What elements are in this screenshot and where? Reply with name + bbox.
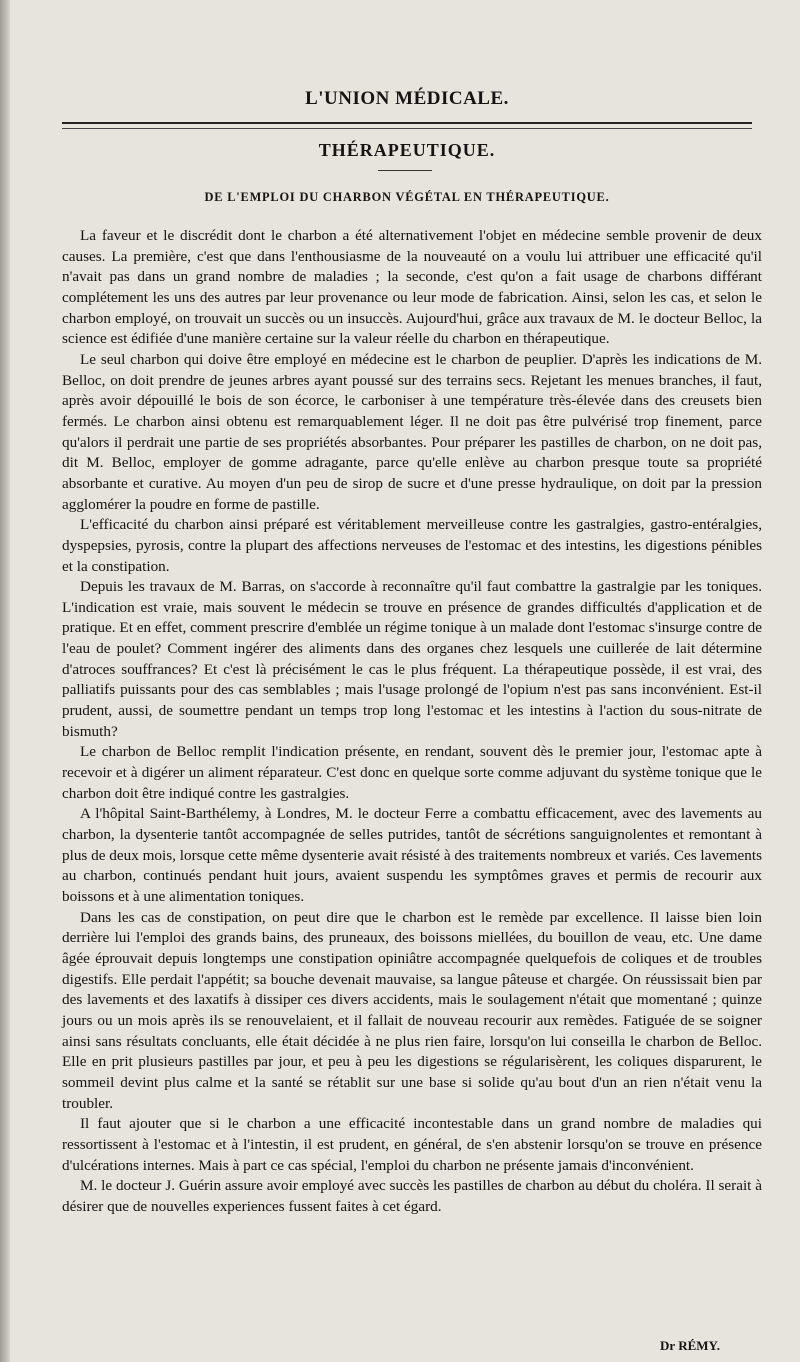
paragraph: A l'hôpital Saint-Barthélemy, à Londres, M. le docteur Ferre a combattu efficacement, avec des lavements au charbon, la dysenterie tantôt accompagnée de selles putrides, tantôt de sécrétions sanguignolentes et remontant à plus de deux mois, lorsque cette même dysenterie avait résisté à des traitements nombreux et variés. Ces lavements au charbon, continués pendant huit jours, avaient suspendu les symptômes graves et permis de recourir aux boissons et à une alimentation toniques.: [62, 805, 762, 905]
paragraph: La faveur et le discrédit dont le charbon a été alternativement l'objet en médecine semble provenir de deux causes. La première, c'est que dans l'enthousiasme de la nouveauté on a voulu lui attribuer une efficacité qu'il n'avait pas dans un grand nombre de maladies ; la seconde, c'est qu'on a fait usage de charbons différant complétement les uns des autres par leur provenance ou leur mode de fabrication. Ainsi, selon les cas, et selon le charbon employé, on trouvait un succès ou un insuccès. Aujourd'hui, grâce aux travaux de M. le docteur Belloc, la science est édifiée d'une manière certaine sur la valeur réelle du charbon en thérapeutique.: [62, 227, 762, 348]
author-signature: Dr RÉMY.: [660, 1338, 720, 1353]
paragraph: L'efficacité du charbon ainsi préparé est véritablement merveilleuse contre les gastralgies, gastro-entéralgies, dyspepsies, pyrosis, contre la plupart des affections nerveuses de l'estomac et des intestins, les digestions pénibles et la constipation.: [62, 516, 762, 575]
page-header: [62, 84, 752, 114]
header-rule: [62, 122, 752, 129]
page-binding-edge: [0, 0, 10, 1362]
paragraph: Depuis les travaux de M. Barras, on s'accorde à reconnaître qu'il faut combattre la gastralgie par les toniques. L'indication est vraie, mais souvent le médecin se trouve en présence de grandes difficultés d'application et de pratique. Et en effet, comment prescrire d'emblée un régime tonique à un malade dont l'estomac s'insurge contre de l'eau de poulet? Comment ingérer des aliments dans des organes chez lesquels une cuillerée de lait détermine d'atroces souffrances? Et c'est là précisément le cas le plus fréquent. La thérapeutique possède, il est vrai, des palliatifs puissants pour des cas semblables ; mais l'usage prolongé de l'opium n'est pas sans inconvénient. Est-il prudent, aussi, de soumettre pendant un temps trop long l'estomac et les intestins à l'action du sous-nitrate de bismuth?: [62, 578, 762, 740]
article-subtitle: DE L'EMPLOI DU CHARBON VÉGÉTAL EN THÉRAPEUTIQUE.: [204, 190, 610, 204]
paragraph: Dans les cas de constipation, on peut dire que le charbon est le remède par excellence. Il laisse bien loin derrière lui l'emploi des grands bains, des pruneaux, des boissons miellées, du bouillon de veau, etc. Une dame âgée éprouvait depuis longtemps une constipation opiniâtre accompagnée quelquefois de coliques et de troubles digestifs. Elle perdait l'appétit; sa bouche devenait mauvaise, sa langue pâteuse et chargée. On réussissait bien par des lavements et des laxatifs à dissiper ces divers accidents, mais le soulagement n'était que momentané ; quinze jours ou un mois après ils se renouvelaient, et il fallait de nouveau recourir aux remèdes. Fatiguée de se soigner ainsi sans résultats concluants, elle était décidée à ne plus rien faire, lorsqu'on lui conseilla le charbon de Belloc. Elle en prit plusieurs pastilles par jour, et peu à peu les digestions se régularisèrent, les coliques disparurent, le sommeil devint plus calme et la santé se rétablit sur une base si solide qu'au bout d'un an rien n'était venu la troubler.: [62, 908, 762, 1112]
journal-title: L'UNION MÉDICALE.: [305, 88, 509, 109]
paragraph: Le charbon de Belloc remplit l'indication présente, en rendant, souvent dès le premier jour, l'estomac apte à recevoir et à digérer un aliment réparateur. C'est donc en quelque sorte comme adjuvant du système tonique que le charbon doit être indiqué contre les gastralgies.: [62, 743, 762, 802]
paragraph: M. le docteur J. Guérin assure avoir employé avec succès les pastilles de charbon au début du choléra. Il serait à désirer que de nouvelles experiences fussent faites à cet égard.: [62, 1177, 762, 1215]
paragraph: Le seul charbon qui doive être employé en médecine est le charbon de peuplier. D'après les indications de M. Belloc, on doit prendre de jeunes arbres ayant poussé sur des terrains secs. Rejetant les menues branches, il faut, après avoir dépouillé le bois de son écorce, le carboniser à une température très-élevée dans des creusets bien fermés. Le charbon ainsi obtenu est remarquablement léger. Il ne doit pas être pulvérisé trop finement, parce qu'alors il perdrait une partie de ses propriétés absorbantes. Pour préparer les pastilles de charbon, on ne doit pas, dit M. Belloc, employer de gomme adragante, parce qu'elle enlève au charbon presque toute sa propriété absorbante et curative. Au moyen d'un peu de sirop de sucre et d'une presse hydraulique, on doit par la pression agglomérer la poudre en forme de pastille.: [62, 350, 762, 513]
section-divider: [378, 170, 432, 171]
paragraph: Il faut ajouter que si le charbon a une efficacité incontestable dans un grand nombre de maladies qui ressortissent à l'estomac et à l'intestin, il est prudent, en général, de s'en abstenir lorsqu'on se trouve en présence d'ulcérations internes. Mais à part ce cas spécial, l'emploi du charbon ne présente jamais d'inconvénient.: [62, 1115, 762, 1174]
article-body: [62, 226, 762, 1218]
section-title: THÉRAPEUTIQUE.: [318, 140, 496, 160]
